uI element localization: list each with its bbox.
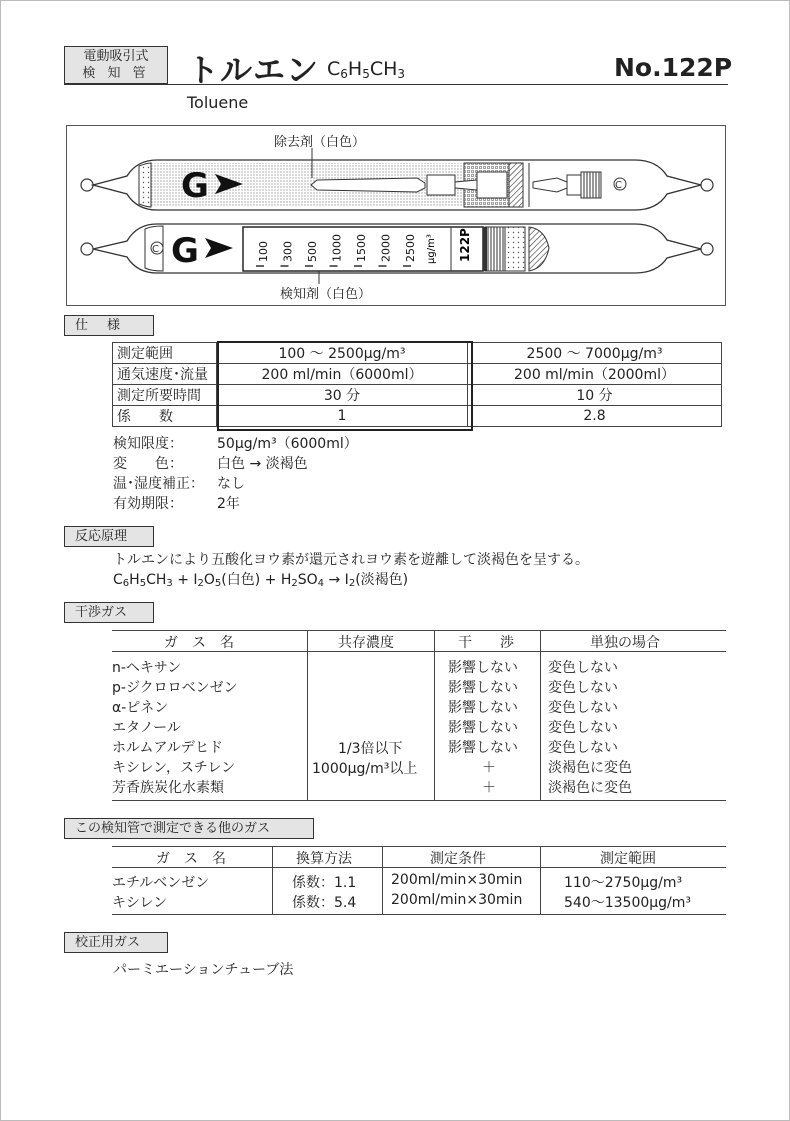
title-rule: [64, 84, 728, 85]
interference-effect: 影響しない: [448, 700, 518, 716]
scale-label: 1000: [330, 234, 344, 262]
header-condition: 測定条件: [430, 851, 486, 867]
scale-unit: μg/m³: [426, 234, 437, 264]
section-other-gases: この検知管で測定できる他のガス: [64, 818, 314, 839]
other-gas-method: 係数：5.4: [292, 895, 357, 911]
page-title: トルエン: [187, 51, 320, 89]
interference-alone: 変色しない: [548, 660, 618, 676]
interference-gas-name: ホルムアルデヒド: [112, 740, 223, 756]
interference-alone: 変色しない: [548, 720, 618, 736]
other-gas-name: キシレン: [112, 895, 168, 911]
section-calibration: 校正用ガス: [64, 932, 168, 953]
coexist-conc-2: 1000μg/m³以上: [312, 761, 418, 777]
reaction-equation: $C_6H_5CH_3 + I_2O_5$(白色) + $H_2SO_4 \to I_2$(淡褐色): [113, 572, 409, 589]
interference-gas-name: キシレン，スチレン: [112, 760, 236, 776]
other-gas-range: 540～13500μg/m³: [564, 895, 692, 911]
prop-row: [113, 434, 358, 454]
svg-text:C: C: [615, 180, 622, 191]
svg-text:G: G: [171, 231, 199, 271]
spec-value-high: 10 分: [468, 385, 722, 406]
method-badge: [64, 46, 168, 84]
interference-alone: 淡褐色に変色: [548, 760, 632, 776]
interference-effect: 影響しない: [448, 660, 518, 676]
col-divider: [307, 630, 308, 800]
spec-label: 測定所要時間: [113, 385, 217, 406]
interference-gas-name: エタノール: [112, 720, 181, 736]
scale-label: 100: [257, 241, 270, 262]
spec-value-low: 100 ～ 2500μg/m³: [217, 343, 468, 364]
prop-row: [113, 454, 358, 474]
interference-table: [112, 630, 726, 800]
remover-tube: [81, 148, 713, 210]
other-gas-condition: 200ml/min×30min: [391, 872, 523, 888]
prop-row: [113, 494, 358, 514]
interference-gas-name: 芳香族炭化水素類: [112, 780, 224, 796]
spec-value-high: 2.8: [468, 406, 722, 427]
interference-effect: 影響しない: [448, 740, 518, 756]
interference-effect: ＋: [482, 760, 496, 776]
prop-key: 検知限度：: [113, 436, 183, 452]
other-gas-condition: 200ml/min×30min: [391, 892, 523, 908]
scale-label: 300: [281, 241, 295, 262]
other-gas-range: 110～2750μg/m³: [564, 875, 683, 891]
interference-alone: 淡褐色に変色: [548, 780, 632, 796]
remover-label: 除去剤（白色）: [274, 135, 366, 150]
spec-table: [112, 342, 722, 427]
header-gas: ガ ス 名: [164, 635, 234, 651]
header-conc: 共存濃度: [338, 635, 394, 651]
tube-drawing: [67, 126, 727, 307]
interference-effect: 影響しない: [448, 720, 518, 736]
tube-diagram: [66, 125, 726, 306]
table-bottom-rule: [112, 800, 726, 801]
prop-value: 2年: [217, 496, 240, 512]
svg-text:C: C: [152, 244, 159, 255]
header-gas: ガ ス 名: [156, 851, 226, 867]
prop-row: [113, 474, 358, 494]
spec-label: 係 数: [113, 406, 217, 427]
spec-row: [113, 343, 722, 364]
prop-key: 有効期限：: [113, 496, 183, 512]
col-divider: [540, 630, 541, 800]
interference-gas-name: p-ジクロロベンゼン: [112, 680, 238, 696]
scale-label: 500: [306, 241, 319, 262]
svg-text:G: G: [181, 166, 209, 206]
prop-key: 温･湿度補正：: [113, 476, 204, 492]
scale-label: 2500: [404, 234, 417, 262]
spec-row: [113, 385, 722, 406]
scale-label: 2000: [379, 234, 393, 262]
section-spec: 仕 様: [64, 315, 154, 336]
reaction-description: トルエンにより五酸化ヨウ素が還元されヨウ素を遊離して淡褐色を呈する。: [113, 552, 589, 568]
interference-effect: 影響しない: [448, 680, 518, 696]
section-interference: 干渉ガス: [64, 602, 154, 623]
english-name: Toluene: [187, 93, 249, 112]
interference-effect: ＋: [482, 780, 496, 796]
spec-value-low: 1: [217, 406, 468, 427]
spec-value-high: 2500 ～ 7000μg/m³: [468, 343, 722, 364]
prop-value: なし: [217, 476, 245, 492]
header-effect: 干 渉: [458, 635, 514, 651]
section-reaction: 反応原理: [64, 526, 154, 547]
spec-label: 測定範囲: [113, 343, 217, 364]
header-range: 測定範囲: [600, 851, 656, 867]
chemical-formula: $C_6H_5CH_3$: [327, 58, 406, 81]
calibration-text: パーミエーションチューブ法: [113, 962, 294, 978]
interference-alone: 変色しない: [548, 680, 618, 696]
tube-code: 122P: [458, 228, 472, 262]
badge-line1: 電動吸引式: [83, 49, 149, 64]
col-divider: [540, 846, 541, 914]
spec-value-high: 200 ml/min（2000ml）: [468, 364, 722, 385]
prop-key: 変 色：: [113, 456, 183, 472]
detector-label: 検知剤（白色）: [280, 287, 372, 302]
header-alone: 単独の場合: [590, 635, 660, 651]
product-number: No.122P: [614, 53, 733, 82]
header-method: 換算方法: [296, 851, 352, 867]
badge-line2: 検 知 管: [82, 66, 150, 81]
interference-gas-name: n-ヘキサン: [112, 660, 182, 676]
scale-label: 1500: [355, 234, 368, 262]
spec-value-low: 30 分: [217, 385, 468, 406]
other-gas-name: エチルベンゼン: [112, 875, 210, 891]
spec-row: [113, 406, 722, 427]
reaction-text: [113, 550, 589, 594]
other-gas-method: 係数：1.1: [292, 875, 357, 891]
interference-gas-name: α-ピネン: [112, 700, 169, 716]
table-bottom-rule: [112, 914, 726, 915]
spec-label: 通気速度･流量: [113, 364, 217, 385]
interference-alone: 変色しない: [548, 740, 618, 756]
spec-row: [113, 364, 722, 385]
spec-properties: [113, 434, 358, 514]
coexist-conc-1: 1/3倍以下: [338, 741, 403, 757]
col-divider: [272, 846, 273, 914]
col-divider: [382, 846, 383, 914]
col-divider: [434, 630, 435, 800]
prop-value: 50μg/m³（6000ml）: [217, 436, 358, 452]
spec-value-low: 200 ml/min（6000ml）: [217, 364, 468, 385]
interference-alone: 変色しない: [548, 700, 618, 716]
prop-value: 白色 → 淡褐色: [217, 456, 308, 472]
other-gases-table: [112, 846, 726, 914]
